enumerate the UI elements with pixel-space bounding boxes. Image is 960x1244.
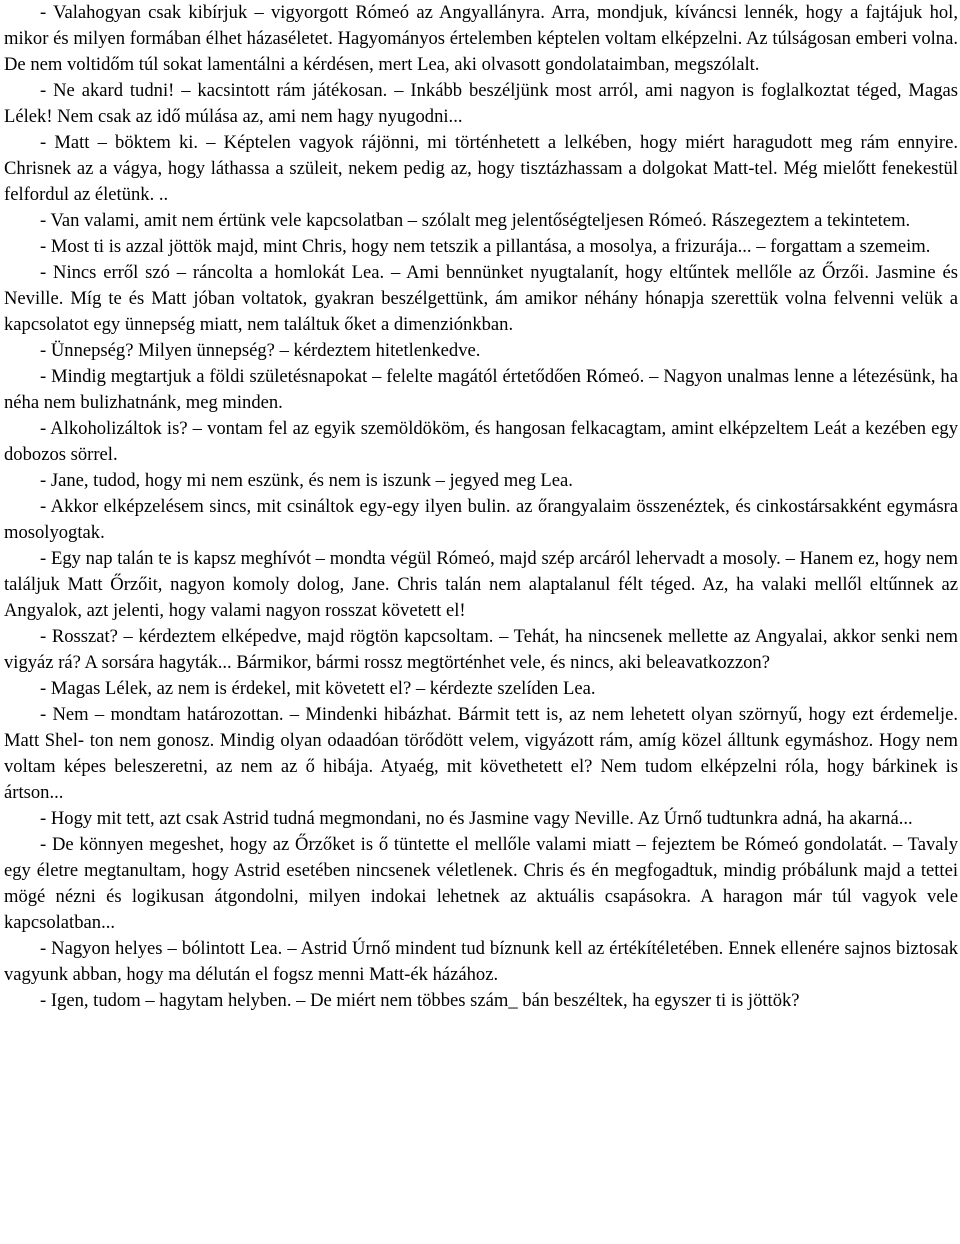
- paragraph: - Magas Lélek, az nem is érdekel, mit követett el? – kérdezte szelíden Lea.: [40, 678, 596, 699]
- paragraph: - Jane, tudod, hogy mi nem eszünk, és nem is iszunk – jegyed meg Lea.: [40, 470, 573, 491]
- paragraph: - Egy nap talán te is kapsz meghívót – mondta végül Rómeó, majd szép arcáról lehervadt a mosoly. – Hanem ez, hogy nem találjuk Matt Őrzőit, nagyon komoly dolog, Jane. Chris talán nem alaptalanul félt téged. Az, ha valaki mellől eltűnnek az Angyalok, azt jelenti, hogy valami nagyon rosszat követett el!: [4, 548, 958, 621]
- document-body: [4, 0, 958, 1014]
- paragraph: - Rosszat? – kérdeztem elképedve, majd rögtön kapcsoltam. – Tehát, ha nincsenek mellette az Angyalai, akkor senki nem vigyáz rá? A sorsára hagyták... Bármikor, bármi rossz megtörténhet vele, és nincs, aki beleavatkozzon?: [4, 626, 958, 673]
- paragraph: - Hogy mit tett, azt csak Astrid tudná megmondani, no és Jasmine vagy Neville. Az Úrnő tudtunkra adná, ha akarná...: [40, 808, 913, 829]
- paragraph: - Matt – böktem ki. – Képtelen vagyok rájönni, mi történhetett a lelkében, hogy miért haragudott meg rám ennyire. Chrisnek az a vágya, hogy láthassa a szüleit, nekem pedig az, hogy tisztázhassam a dolgokat Matt-tel. Még mielőtt fenekestül felfordul az életünk. ..: [4, 132, 958, 205]
- paragraph: - Igen, tudom – hagytam helyben. – De miért nem többes szám_ bán beszéltek, ha egyszer ti is jöttök?: [40, 990, 800, 1011]
- paragraph: - Valahogyan csak kibírjuk – vigyorgott Rómeó az Angyallányra. Arra, mondjuk, kíváncsi lennék, hogy a fajtájuk hol, mikor és milyen formában élhet házaséletet. Hagyományos értelemben képtelen voltam elképzelni. Az túlságosan emberi volna. De nem voltidőm túl sokat lamentálni a kérdésen, mert Lea, aki olvasott gondolataimban, megszólalt.: [4, 2, 958, 75]
- paragraph: - Ünnepség? Milyen ünnepség? – kérdeztem hitetlenkedve.: [40, 340, 481, 361]
- paragraph: - Alkoholizáltok is? – vontam fel az egyik szemöldököm, és hangosan felkacagtam, amint elképzeltem Leát a kezében egy dobozos sörrel.: [4, 418, 958, 465]
- paragraph: - Van valami, amit nem értünk vele kapcsolatban – szólalt meg jelentőségteljesen Rómeó. Rászegeztem a tekintetem.: [40, 210, 911, 231]
- paragraph: - Ne akard tudni! – kacsintott rám játékosan. – Inkább beszéljünk most arról, ami nagyon is foglalkoztat téged, Magas Lélek! Nem csak az idő múlása az, ami nem hagy nyugodni...: [4, 80, 958, 127]
- paragraph: - Akkor elképzelésem sincs, mit csináltok egy-egy ilyen bulin. az őrangyalaim összenéztek, és cinkostársakként egymásra mosolyogtak.: [4, 496, 958, 543]
- paragraph: - Most ti is azzal jöttök majd, mint Chris, hogy nem tetszik a pillantása, a mosolya, a frizurája... – forgattam a szemeim.: [40, 236, 931, 257]
- paragraph: - Nagyon helyes – bólintott Lea. – Astrid Úrnő mindent tud bíznunk kell az értékítéletében. Ennek ellenére sajnos biztosak vagyunk abban, hogy ma délután el fogsz menni Matt-ék házához.: [4, 938, 958, 985]
- paragraph: - Nincs erről szó – ráncolta a homlokát Lea. – Ami bennünket nyugtalanít, hogy eltűntek mellőle az Őrzői. Jasmine és Neville. Míg te és Matt jóban voltatok, gyakran beszélgettünk, ám amikor néhány hónapja szerettük volna felvenni velük a kapcsolatot egy ünnepség miatt, nem találtuk őket a dimenziónkban.: [4, 262, 958, 335]
- paragraph: - Mindig megtartjuk a földi születésnapokat – felelte magától értetődően Rómeó. – Nagyon unalmas lenne a létezésünk, ha néha nem bulizhatnánk, meg minden.: [4, 366, 958, 413]
- paragraph: - De könnyen megeshet, hogy az Őrzőket is ő tüntette el mellőle valami miatt – fejeztem be Rómeó gondolatát. – Tavaly egy életre megtanultam, hogy Astrid esetében nincsenek véletlenek. Chris és én megfogadtuk, mindig próbálunk majd a tettei mögé nézni és logikusan átgondolni, milyen indokai lehetnek az aktuális csapásokra. A haragon már túl vagyok vele kapcsolatban...: [4, 834, 958, 933]
- paragraph: - Nem – mondtam határozottan. – Mindenki hibázhat. Bármit tett is, az nem lehetett olyan szörnyű, hogy ezt érdemelje. Matt Shel- ton nem gonosz. Mindig olyan odaadóan törődött velem, vigyázott rám, amíg közel álltunk egymáshoz. Hogy nem voltam képes beleszeretni, az nem az ő hibája. Atyaég, mit követhetett el? Nem tudom elképzelni róla, hogy bárkinek is ártson...: [4, 704, 958, 803]
